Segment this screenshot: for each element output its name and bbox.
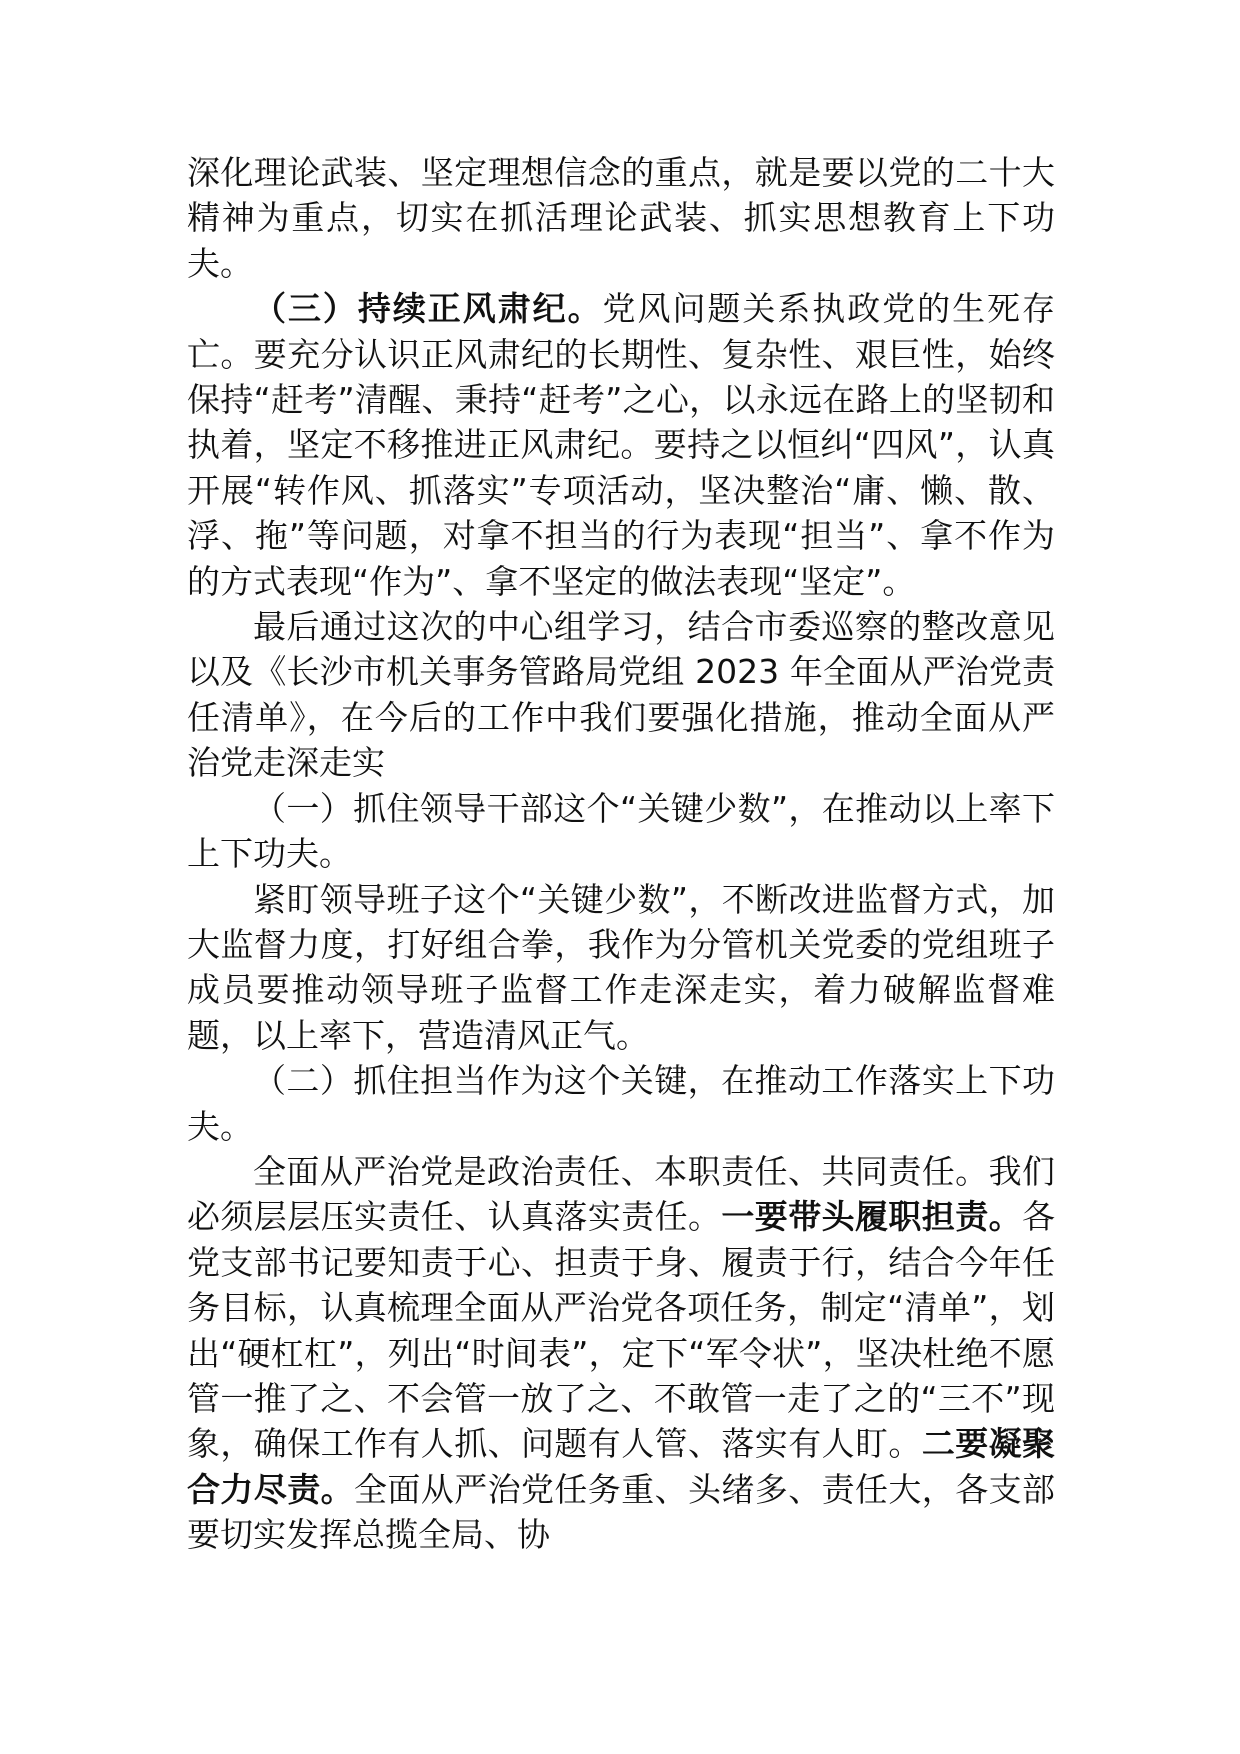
- paragraph-7-part-2: 各党支部书记要知责于心、担责于身、履责于行，结合今年任务目标，认真梳理全面从严治党各项任务，制定“清单”，划出“硬杠杠”，列出“时间表”，定下“军令状”，坚决杜绝不愿管一推了之、不会管一放了之、不敢管一走了之的“三不”现象，确保工作有人抓、问题有人管、落实有人盯。: [187, 1197, 1056, 1464]
- paragraph-7-part-3: 全面从严治党任务重、头绪多、责任大，各支部要切实发挥总揽全局、协: [187, 1469, 1055, 1555]
- paragraph-7: [187, 1149, 1055, 1558]
- paragraph-1: 深化理论武装、坚定理想信念的重点，就是要以党的二十大精神为重点，切实在抓活理论武装、抓实思想教育上下功夫。: [187, 153, 1055, 283]
- paragraph-2: [187, 286, 1055, 604]
- bold-point-1: 一要带头履职担责。: [721, 1197, 1023, 1237]
- paragraph-5: 紧盯领导班子这个“关键少数”，不断改进监督方式，加大监督力度，打好组合拳，我作为分管机关党委的党组班子成员要推动领导班子监督工作走深走实，着力破解监督难题，以上率下，营造清风正气。: [187, 879, 1055, 1055]
- paragraph-3: 最后通过这次的中心组学习，结合市委巡察的整改意见以及《长沙市机关事务管路局党组 2023 年全面从严治党责任清单》，在今后的工作中我们要强化措施，推动全面从严治党走深走实: [187, 607, 1055, 783]
- section-heading-3: （三）持续正风肃纪。: [253, 289, 603, 329]
- section-heading-2: （二）抓住担当作为这个关键，在推动工作落实上下功夫。: [187, 1061, 1055, 1146]
- section-heading-1: （一）抓住领导干部这个“关键少数”，在推动以上率下上下功夫。: [187, 788, 1055, 874]
- bold-point-2: 二要凝聚合力尽责。: [187, 1424, 1056, 1509]
- paragraph-7-part-1: 全面从严治党是政治责任、本职责任、共同责任。我们必须层层压实责任、认真落实责任。: [187, 1151, 1055, 1237]
- paragraph-2-body: 党风问题关系执政党的生死存亡。要充分认识正风肃纪的长期性、复杂性、艰巨性，始终保持“赶考”清醒、秉持“赶考”之心，以永远在路上的坚韧和执着，坚定不移推进正风肃纪。要持之以恒纠“四风”，认真开展“转作风、抓落实”专项活动，坚决整治“庸、懒、散、浮、拖”等问题，对拿不担当的行为表现“担当”、拿不作为的方式表现“作为”、拿不坚定的做法表现“坚定”。: [187, 289, 1056, 601]
- document-body: [187, 150, 1055, 1558]
